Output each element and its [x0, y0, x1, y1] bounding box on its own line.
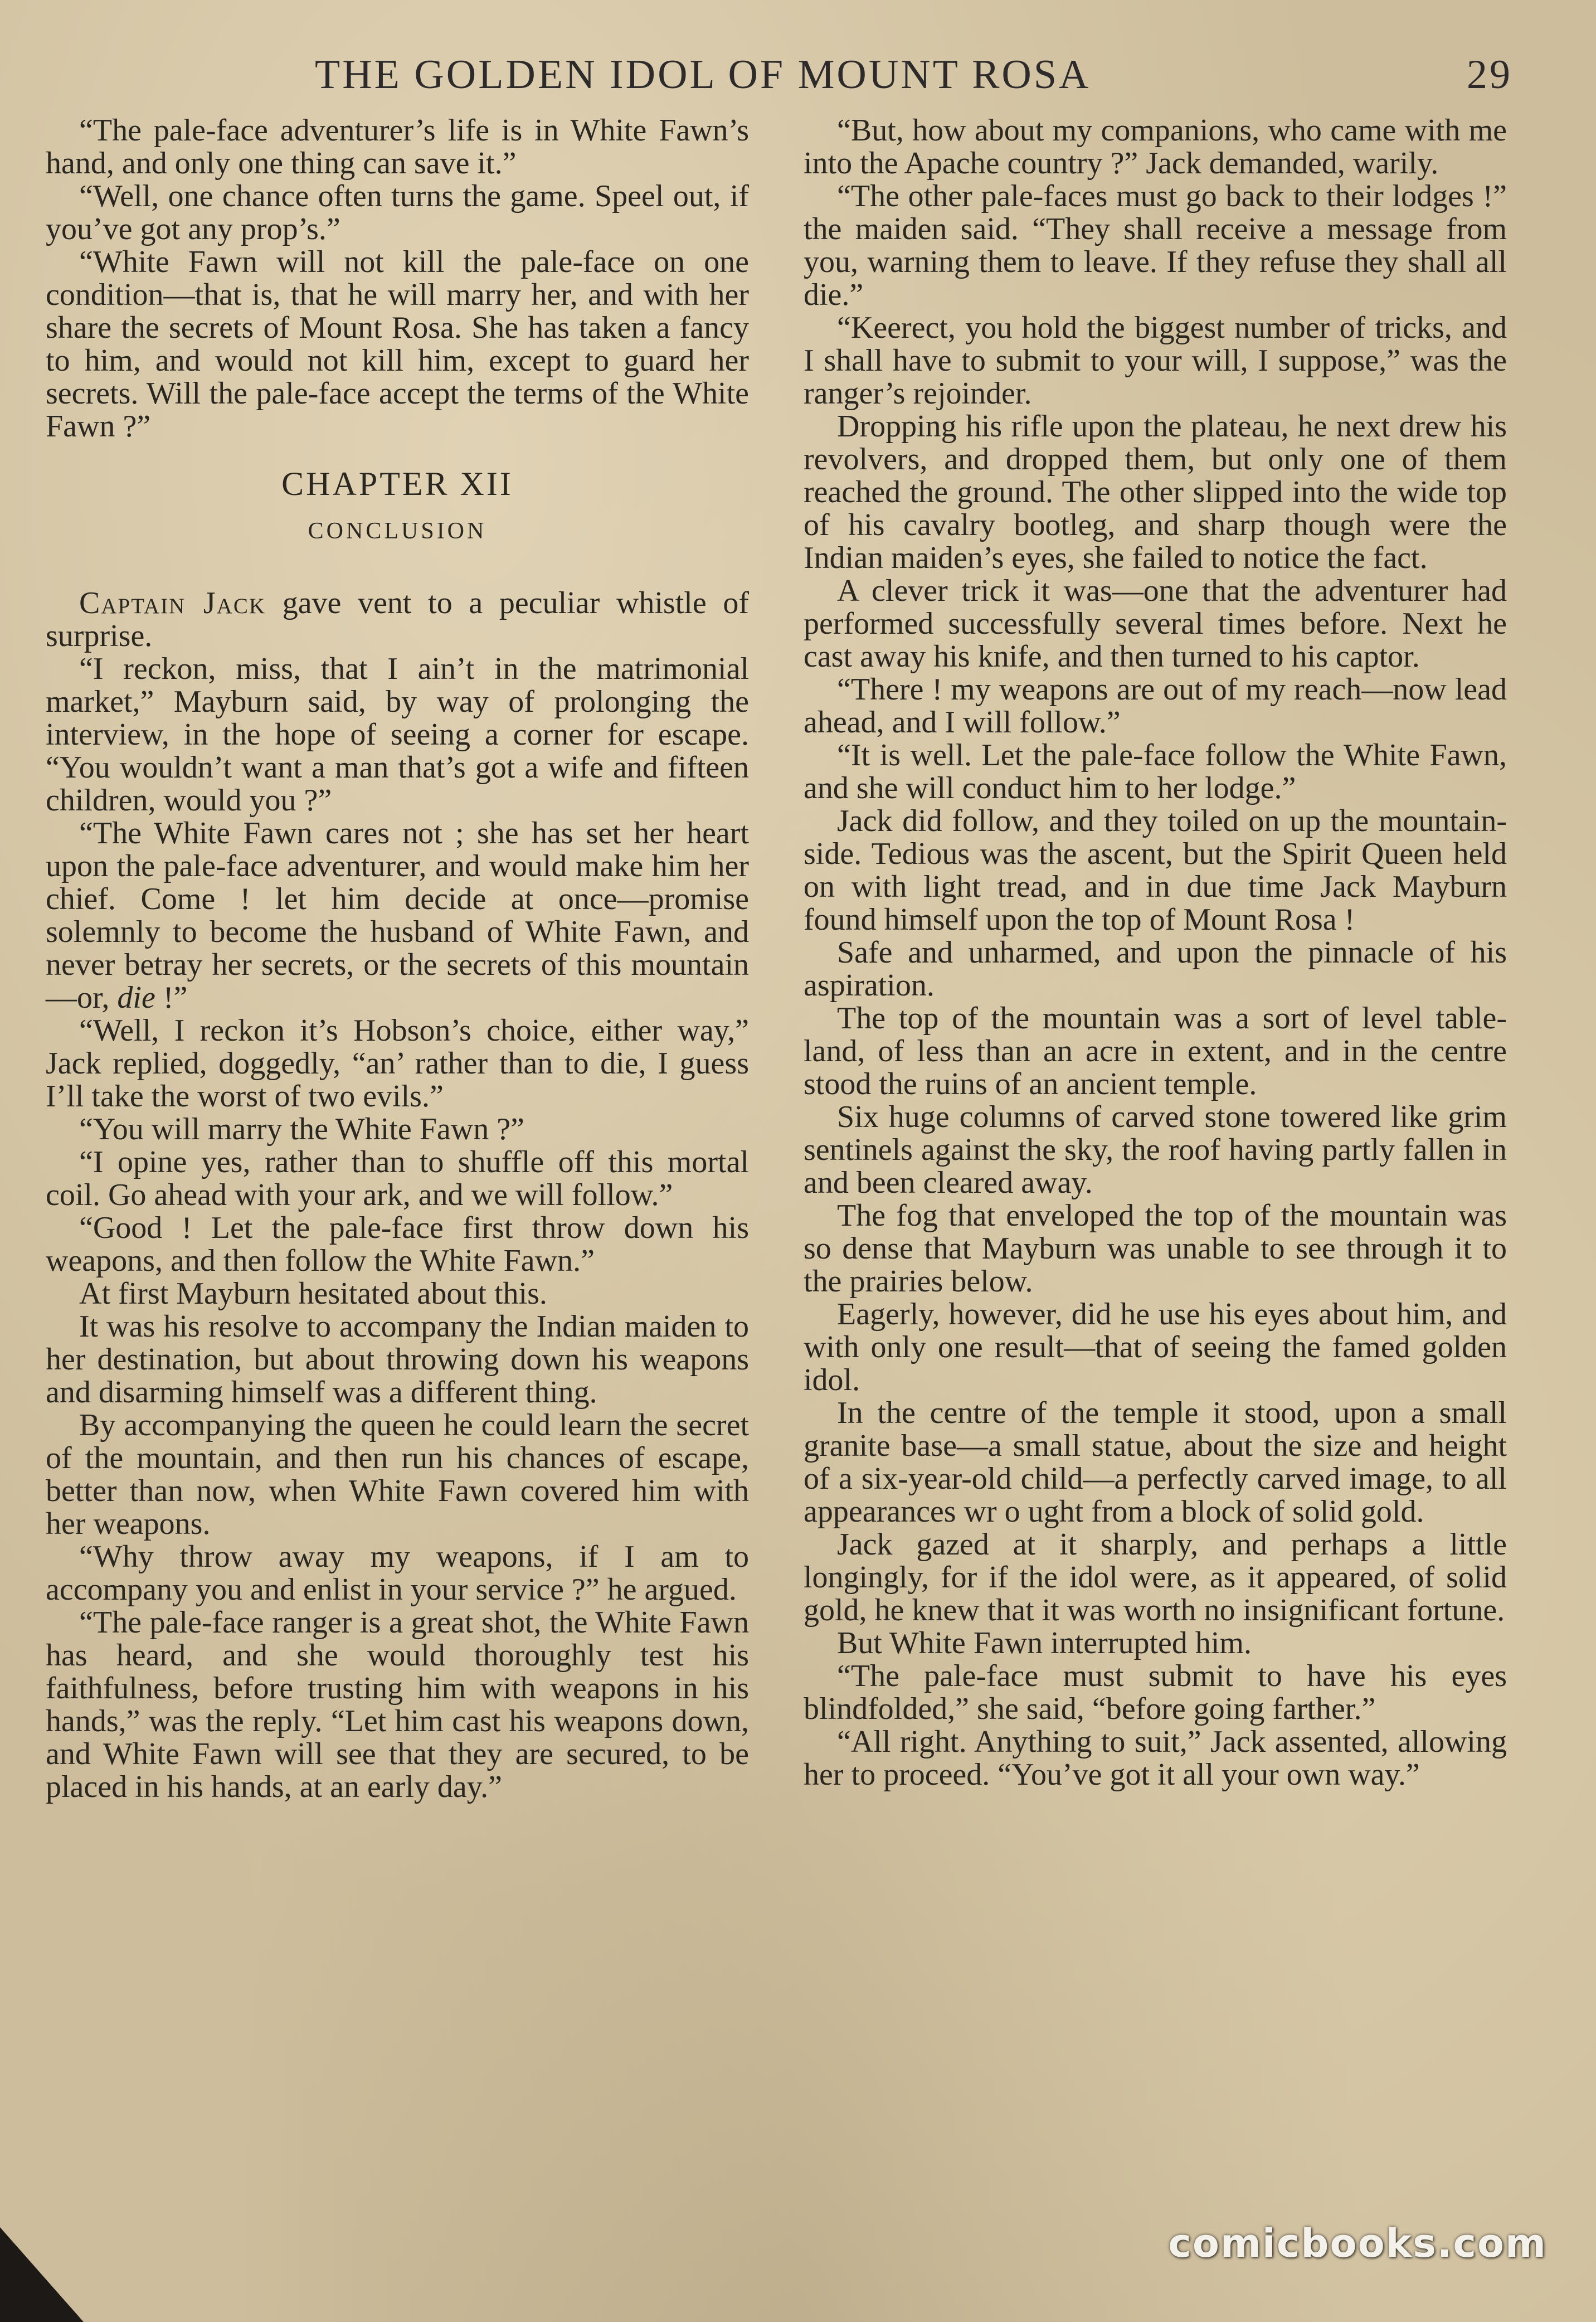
chapter-heading: CHAPTER XII: [281, 465, 513, 502]
paragraph-text: gave vent to a peculiar whistle of surprise.: [46, 586, 749, 653]
paragraph: “All right. Anything to suit,” Jack assented, allowing her to proceed. “You’ve got it all your own way.”: [804, 1725, 1507, 1792]
paragraph: “The other pale-faces must go back to their lodges !” the maiden said. “They shall receive a message from you, warning them to leave. If they refuse they shall all die.”: [804, 179, 1507, 312]
paragraph: At first Mayburn hesitated about this.: [79, 1276, 547, 1311]
page-number: 29: [1467, 52, 1512, 98]
right-column: [804, 114, 1507, 1791]
paragraph: The fog that enveloped the top of the mountain was so dense that Mayburn was unable to see through it to the prairies below.: [804, 1198, 1507, 1299]
paragraph: “There ! my weapons are out of my reach—now lead ahead, and I will follow.”: [804, 672, 1507, 740]
paragraph: But White Fawn interrupted him.: [837, 1626, 1252, 1660]
paragraph: In the centre of the temple it stood, upon a small granite base—a small statue, about the size and height of a six-year-old child—a perfectly carved image, to all appearances wr o ught from a block of solid gold.: [804, 1396, 1507, 1529]
paragraph: “Why throw away my weapons, if I am to accompany you and enlist in your service ?” he argued.: [46, 1539, 749, 1607]
paragraph: “The pale-face ranger is a great shot, the White Fawn has heard, and she would thoroughly test his faithfulness, before trusting him with weapons in his hands,” was the reply. “Let him cast his weapons down, and White Fawn will see that they are secured, to be placed in his hands, at an early day.”: [46, 1605, 749, 1804]
paragraph: “The pale-face adventurer’s life is in White Fawn’s hand, and only one thing can save it.”: [46, 113, 749, 181]
paragraph: Six huge columns of carved stone towered like grim sentinels against the sky, the roof having partly fallen in and been cleared away.: [804, 1100, 1507, 1200]
paragraph: “It is well. Let the pale-face follow the White Fawn, and she will conduct him to her lodge.”: [804, 738, 1507, 805]
paragraph: Safe and unharmed, and upon the pinnacle of his aspiration.: [804, 935, 1507, 1003]
paragraph: By accompanying the queen he could learn the secret of the mountain, and then run his chances of escape, better than now, when White Fawn covered him with her weapons.: [46, 1408, 749, 1541]
paragraph: “White Fawn will not kill the pale-face on one condition—that is, that he will marry her, and with her share the secrets of Mount Rosa. She has taken a fancy to him, and would not kill him, except to guard her secrets. Will the pale-face accept the terms of the White Fawn ?”: [46, 245, 749, 444]
site-watermark: comicbooks.com: [1168, 2221, 1547, 2266]
paragraph: [46, 587, 749, 653]
paragraph-text: !”: [155, 980, 188, 1015]
paragraph: A clever trick it was—one that the adventurer had performed successfully several times before. Next he cast away his knife, and then turned to his captor.: [804, 574, 1507, 674]
page-title: THE GOLDEN IDOL OF MOUNT ROSA: [315, 52, 1091, 98]
paragraph: Dropping his rifle upon the plateau, he next drew his revolvers, and dropped them, but only one of them reached the ground. The other slipped into the wide top of his cavalry bootleg, and sharp though were the Indian maiden’s eyes, she failed to notice the fact.: [804, 409, 1507, 575]
paragraph: Jack did follow, and they toiled on up the mountain-side. Tedious was the ascent, but the Spirit Queen held on with light tread, and in due time Jack Mayburn found himself upon the top of Mount Rosa !: [804, 804, 1507, 937]
paragraph: “The pale-face must submit to have his eyes blindfolded,” she said, “before going farther.”: [804, 1659, 1507, 1726]
paragraph: “I opine yes, rather than to shuffle off this mortal coil. Go ahead with your ark, and we will follow.”: [46, 1145, 749, 1212]
paragraph: “But, how about my companions, who came with me into the Apache country ?” Jack demanded, warily.: [804, 113, 1507, 181]
emphasis: die: [117, 980, 155, 1015]
paragraph: “Good ! Let the pale-face first throw down his weapons, and then follow the White Fawn.”: [46, 1211, 749, 1278]
chapter-subtitle: CONCLUSION: [308, 518, 487, 544]
paragraph: “Well, one chance often turns the game. Speel out, if you’ve got any prop’s.”: [46, 179, 749, 246]
paragraph: “Keerect, you hold the biggest number of tricks, and I shall have to submit to your will, I suppose,” was the ranger’s rejoinder.: [804, 310, 1507, 411]
running-header: [315, 51, 1512, 107]
paragraph: “Well, I reckon it’s Hobson’s choice, either way,” Jack replied, doggedly, “an’ rather than to die, I guess I’ll take the worst of two evils.”: [46, 1013, 749, 1114]
paragraph: The top of the mountain was a sort of level table-land, of less than an acre in extent, and in the centre stood the ruins of an ancient temple.: [804, 1001, 1507, 1101]
paragraph: It was his resolve to accompany the Indian maiden to her destination, but about throwing down his weapons and disarming himself was a different thing.: [46, 1309, 749, 1410]
paragraph: Jack gazed at it sharply, and perhaps a little longingly, for if the idol were, as it appeared, of solid gold, he knew that it was worth no insignificant fortune.: [804, 1527, 1507, 1628]
paragraph: “I reckon, miss, that I ain’t in the matrimonial market,” Mayburn said, by way of prolonging the interview, in the hope of seeing a corner for escape. “You wouldn’t want a man that’s got a wife and fifteen children, would you ?”: [46, 652, 749, 818]
opening-words: Captain Jack: [79, 586, 266, 620]
paragraph-text: “The White Fawn cares not ; she has set her heart upon the pale-face adventurer, and would make him her chief. Come ! let him decide at once—promise solemnly to become the husband of White Fawn, and never betray her secrets, or the secrets of this mountain—or,: [46, 816, 749, 1015]
paragraph: [46, 817, 749, 1014]
paragraph: “You will marry the White Fawn ?”: [79, 1112, 524, 1147]
left-column: [46, 114, 749, 1804]
torn-corner: [0, 2227, 84, 2322]
paragraph: Eagerly, however, did he use his eyes about him, and with only one result—that of seeing the famed golden idol.: [804, 1297, 1507, 1397]
